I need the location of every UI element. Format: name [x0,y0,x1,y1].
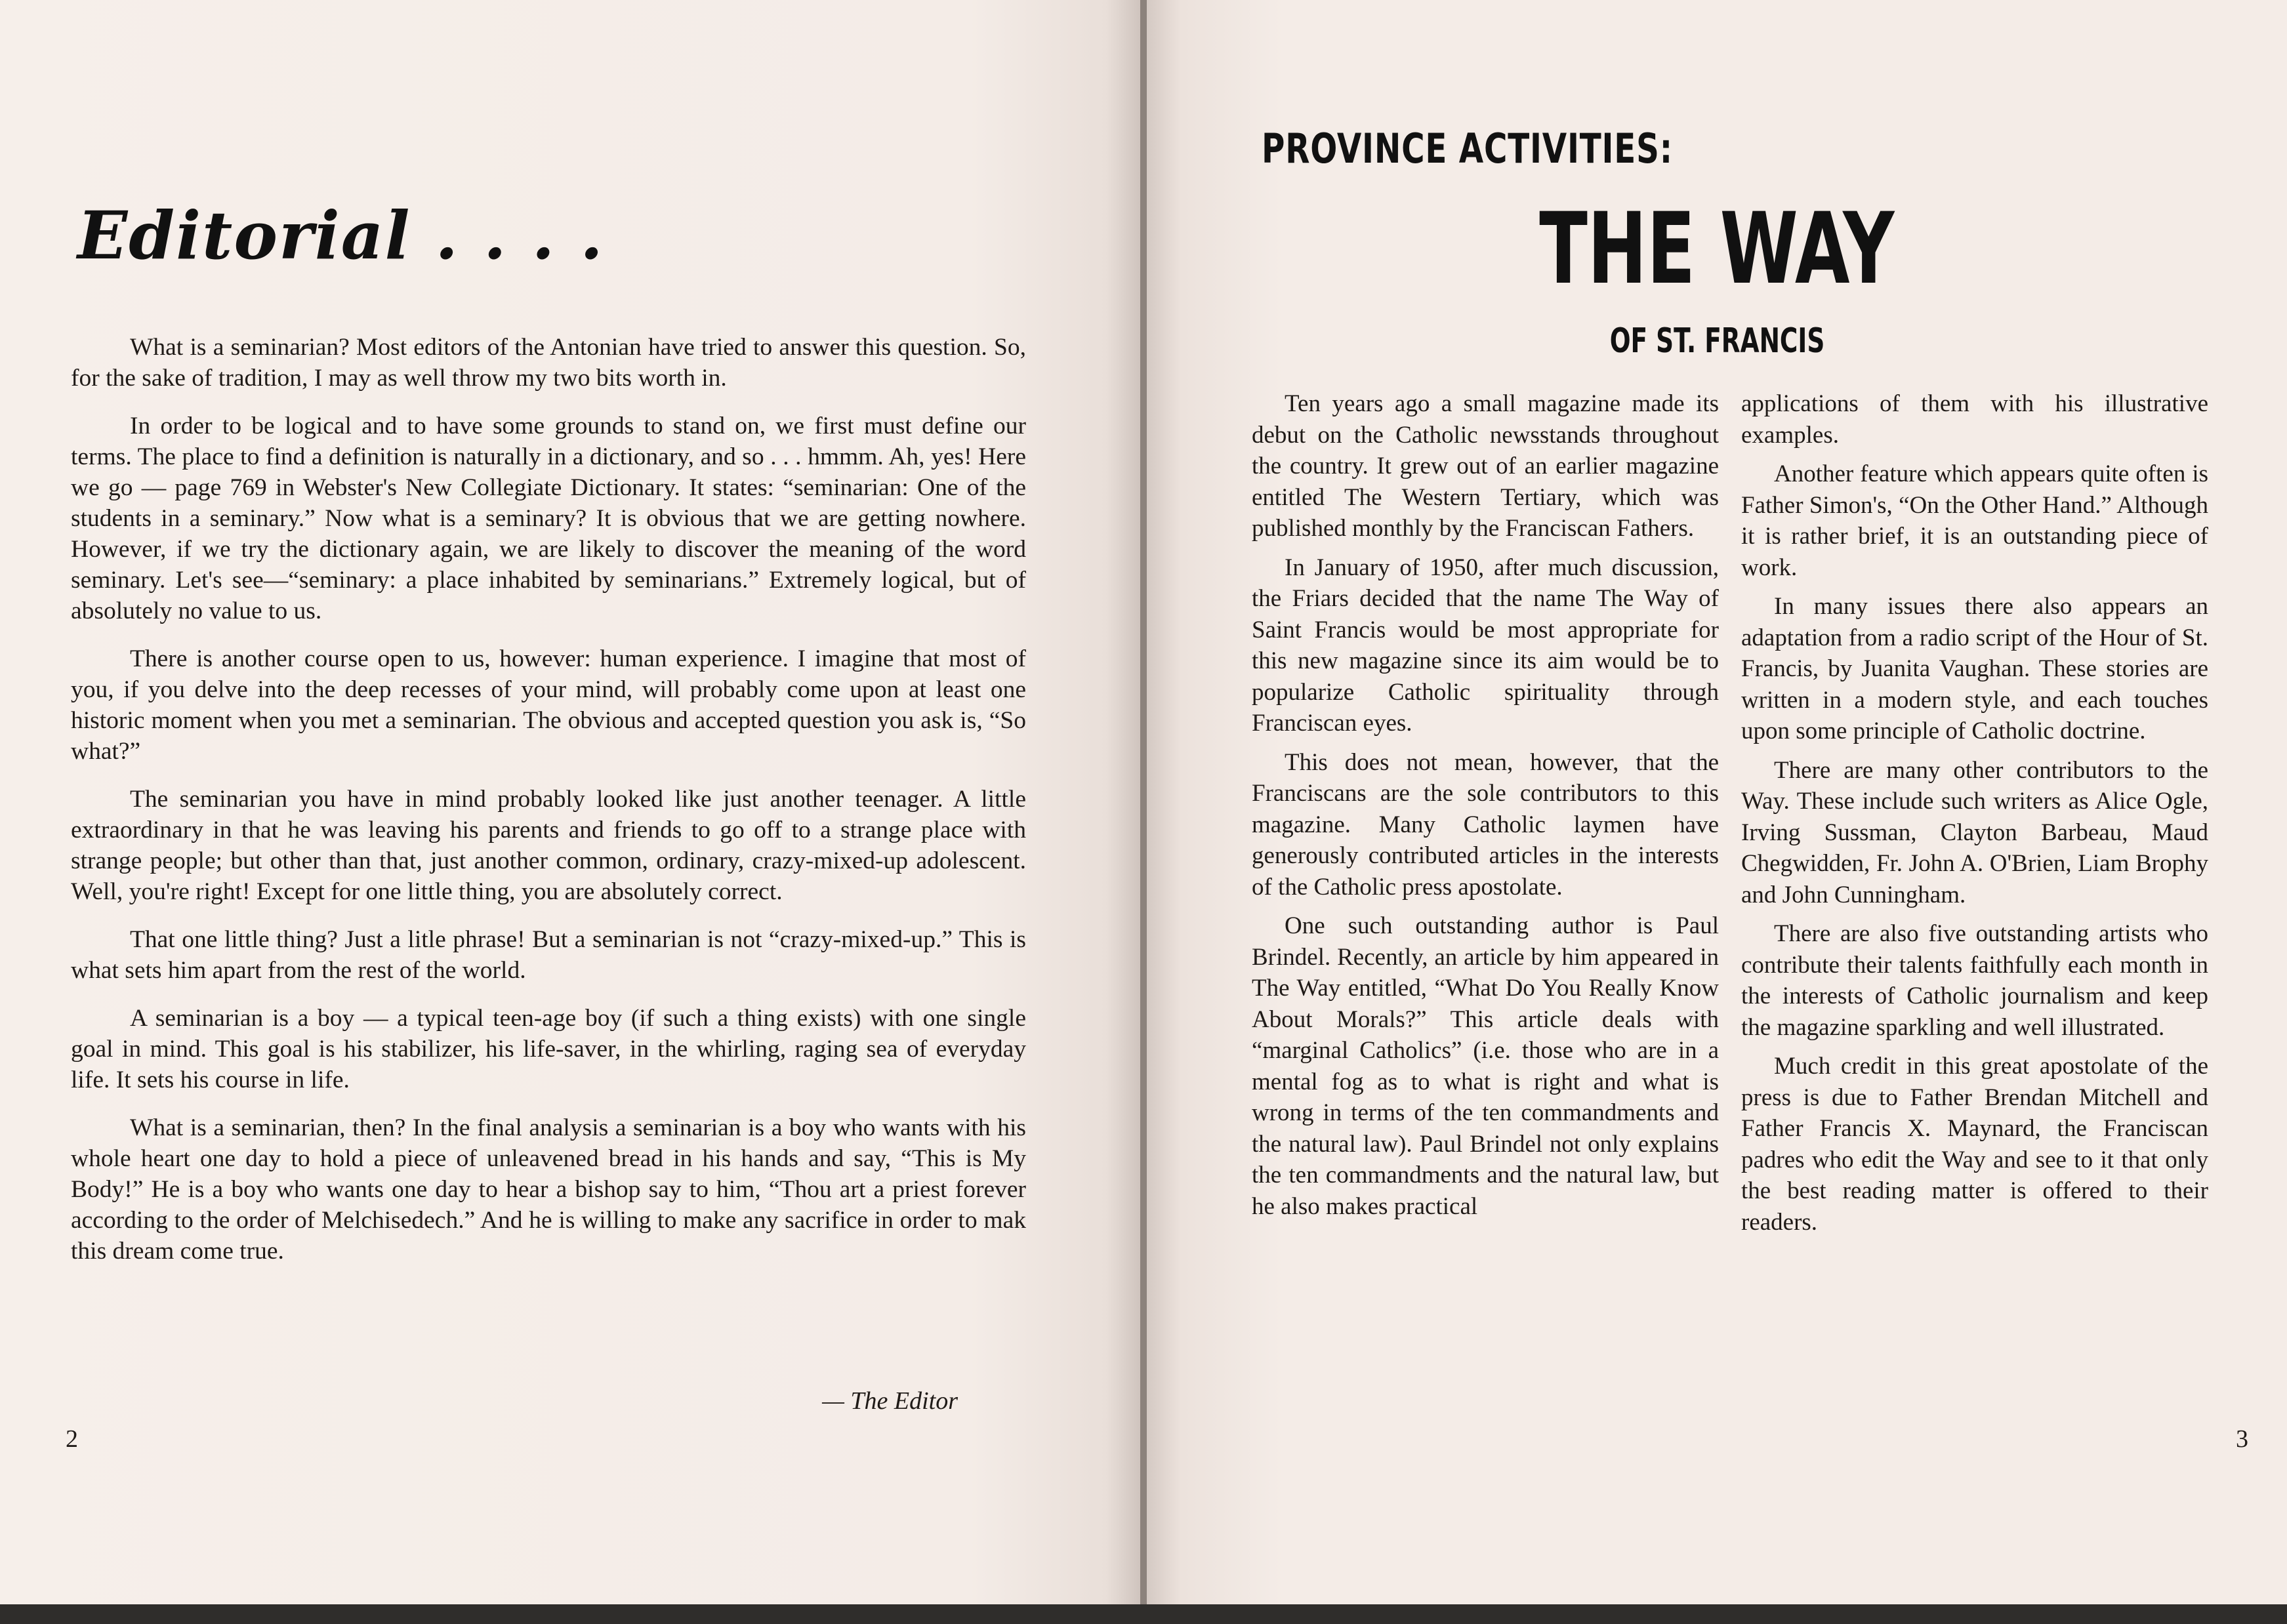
column2-paragraph-3: There are many other contributors to the Way. These include such writers as Alice Ogle, Irving Sussman, Clayton Barbeau, Maud Chegwidden, Fr. John A. O'Brien, Liam Brophy and John Cunningham. [1741,756,2208,908]
editorial-paragraph-1: What is a seminarian? Most editors of the Antonian have tried to answer this question. So, for the sake of tradition, I may as well throw my two bits worth in. [71,334,1026,392]
editorial-paragraph-3: There is another course open to us, however: human experience. I imagine that most of you, if you delve into the deep recesses of your mind, will probably come upon at least one historic moment when you met a seminarian. The obvious and accepted question you ask is, “So what?” [71,645,1026,765]
editorial-paragraph-5: That one little thing? Just a litle phrase! But a seminarian is not “crazy-mixed-up.” This is what sets him apart from the rest of the world. [71,926,1026,984]
editorial-paragraph-4: The seminarian you have in mind probably looked like just another teenager. A little extraordinary in that he was leaving his parents and friends to go off to a strange place with strange people; but other than that, just another common, ordinary, crazy-mixed-up adolescent. Well, you're right! Except for one little thing, you are absolutely correct. [71,786,1026,905]
subhead-text: OF ST. FRANCIS [1609,321,1824,361]
editorial-paragraph-7: What is a seminarian, then? In the final analysis a seminarian is a boy who wants with his whole heart one day to hold a piece of unleavened bread in his hands and say, “This is My Body!” He is a boy who wants one day to hear a bishop say to him, “Thou art a priest forever according to the order of Melchisedech.” And he is willing to make any sacrifice in order to mak this dream come true. [71,1114,1026,1265]
right-page [1147,0,2287,1604]
column2-paragraph-5: Much credit in this great apostolate of the press is due to Father Brendan Mitchell and Father Francis X. Maynard, the Franciscan padres who edit the Way and see to it that only the best reading matter is offered to their readers. [1741,1053,2208,1236]
column2-paragraph-1: Another feature which appears quite often is Father Simon's, “On the Other Hand.” Although it is rather brief, it is an outstanding piece of work. [1741,460,2208,581]
section-label: PROVINCE ACTIVITIES: [1262,125,1673,173]
page-number-left: 2 [66,1425,78,1453]
column2-paragraph-4: There are also five outstanding artists who contribute their talents faithfully each month in the interests of Catholic journalism and keep the magazine sparkling and well illustrated. [1741,920,2208,1041]
headline-text: THE WAY [1539,192,1895,306]
article-subhead [1147,321,2287,361]
column1-paragraph-2: In January of 1950, after much discussion, the Friars decided that the name The Way of Saint Francis would be most appropriate for this new magazine since its aim would be to popularize Catholic spirituality through Franciscan eyes. [1252,554,1719,737]
column1-paragraph-3: This does not mean, however, that the Franciscans are the sole contributors to this magazine. Many Catholic laymen have generously contributed articles in the interests of the Catholic press apostolate. [1252,748,1719,901]
article-column-2 [1741,388,2208,1246]
editorial-signature: — The Editor [822,1387,958,1415]
article-headline [1147,192,2287,306]
editorial-paragraph-6: A seminarian is a boy — a typical teen-age boy (if such a thing exists) with one single goal in mind. This goal is his stabilizer, his life-saver, in the whirling, raging sea of everyday life. It sets his course in life. [71,1005,1026,1093]
column1-paragraph-1: Ten years ago a small magazine made its debut on the Catholic newsstands throughout the country. It grew out of an earlier magazine entitled The Western Tertiary, which was published monthly by the Franciscan Fathers. [1252,390,1719,542]
editorial-body [71,332,1026,1284]
editorial-paragraph-2: In order to be logical and to have some grounds to stand on, we first must define our terms. The place to find a definition is naturally in a dictionary, and so . . . hmmm. Ah, yes! Here we go — page 769 in Webster's New Collegiate Dictionary. It states: “seminarian: One of the students in a seminary.” Now what is a seminary? It is obvious that we are getting nowhere. However, if we try the dictionary again, we are likely to discover the meaning of the word seminary. Let's see—“seminary: a place inhabited by seminarians.” Extremely logical, but of absolutely no value to us. [71,413,1026,624]
column1-paragraph-4: One such outstanding author is Paul Brindel. Recently, an article by him appeared in The Way entitled, “What Do You Really Know About Morals?” This article deals with “marginal Catholics” (i.e. those who are in a mental fog as to what is right and what is wrong in terms of the ten commandments and the natural law). Paul Brindel not only explains the ten commandments and the natural law, but he also makes practical [1252,912,1719,1220]
book-gutter [1140,0,1147,1604]
page-number-right: 3 [2236,1425,2248,1453]
left-page [0,0,1140,1604]
editorial-title: Editorial . . . . [77,197,604,274]
column2-paragraph-2: In many issues there also appears an adaptation from a radio script of the Hour of St. Francis, by Juanita Vaughan. These stories are written in a modern style, and each touches upon some principle of Catholic doctrine. [1741,593,2208,744]
article-column-1 [1252,388,1719,1230]
column2-continuation: applications of them with his illustrative examples. [1741,390,2208,449]
